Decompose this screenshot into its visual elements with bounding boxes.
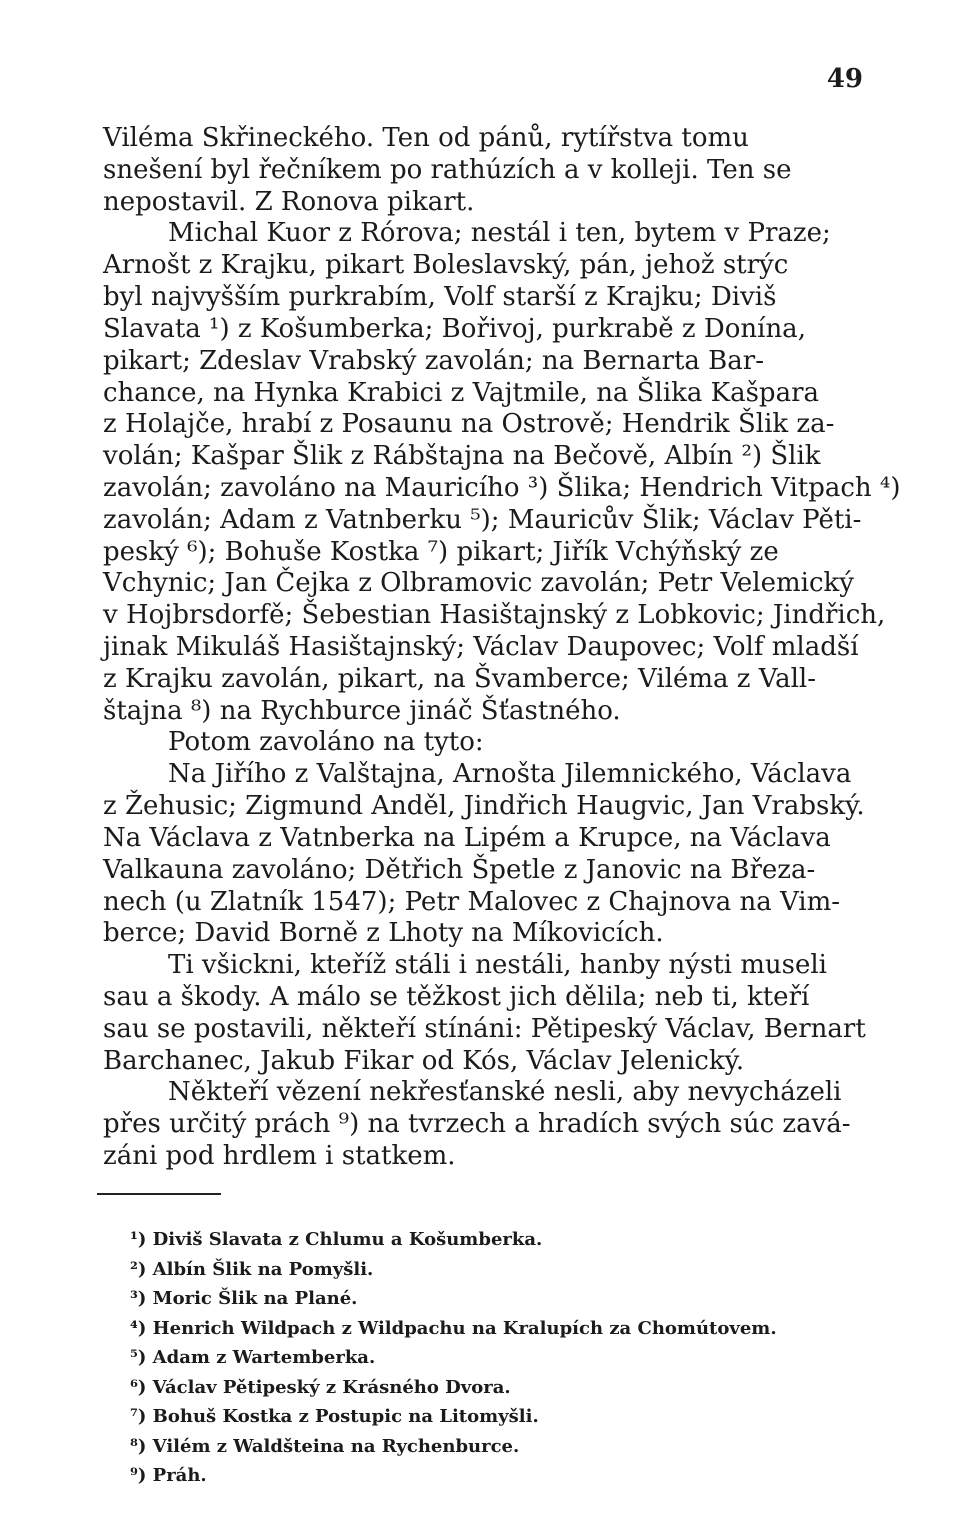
footnote: ⁶) Václav Pětipeský z Krásného Dvora. <box>130 1377 511 1398</box>
text-line: pikart; Zdeslav Vrabský zavolán; na Bernarta Bar- <box>103 346 764 376</box>
footnote: ¹) Diviš Slavata z Chlumu a Košumberka. <box>130 1229 543 1250</box>
text-line: z Žehusic; Zigmund Anděl, Jindřich Haugvic, Jan Vrabský. <box>103 791 865 821</box>
text-line: byl najvyšším purkrabím, Volf starší z Krajku; Diviš <box>103 282 777 312</box>
text-line: berce; David Borně z Lhoty na Míkovicích. <box>103 918 664 948</box>
text-line: nech (u Zlatník 1547); Petr Malovec z Chajnova na Vim- <box>103 887 841 917</box>
text-line: chance, na Hynka Krabici z Vajtmile, na Šlika Kašpara <box>103 378 820 408</box>
text-line: zavolán; Adam z Vatnberku ⁵); Mauricův Šlik; Václav Pěti- <box>103 505 862 535</box>
text-line: přes určitý prách ⁹) na tvrzech a hradích svých súc zavá- <box>103 1109 851 1139</box>
paragraph-start-line: Na Jiřího z Valštajna, Arnošta Jilemnického, Václava <box>168 759 852 789</box>
text-line: záni pod hrdlem i statkem. <box>103 1141 456 1171</box>
text-line: Na Václava z Vatnberka na Lipém a Krupce, na Václava <box>103 823 831 853</box>
text-line: snešení byl řečníkem po rathúzích a v kolleji. Ten se <box>103 155 792 185</box>
footnote: ³) Moric Šlik na Plané. <box>130 1288 358 1309</box>
paragraph-start-line: Někteří vězení nekřesťanské nesli, aby nevycházeli <box>168 1077 842 1107</box>
text-line: volán; Kašpar Šlik z Rábštajna na Bečově, Albín ²) Šlik <box>103 441 821 471</box>
footnote: ⁸) Vilém z Waldšteina na Rychenburce. <box>130 1436 520 1457</box>
text-line: Barchanec, Jakub Fikar od Kós, Václav Jelenický. <box>103 1046 745 1076</box>
footnote-separator <box>97 1193 221 1195</box>
paragraph-start-line: Ti všickni, kteříž stáli i nestáli, hanby nýsti museli <box>168 950 827 980</box>
footnote: ⁴) Henrich Wildpach z Wildpachu na Kralupích za Chomútovem. <box>130 1318 777 1339</box>
text-line: Valkauna zavoláno; Dětřich Špetle z Janovic na Březa- <box>103 855 816 885</box>
text-line: štajna ⁸) na Rychburce jináč Šťastného. <box>103 696 621 726</box>
text-line: z Krajku zavolán, pikart, na Švamberce; Viléma z Vall- <box>103 664 817 694</box>
text-line: jinak Mikuláš Hasištajnský; Václav Daupovec; Volf mladší <box>103 632 859 662</box>
text-line: zavolán; zavoláno na Mauricího ³) Šlika; Hendrich Vitpach ⁴) <box>103 473 901 503</box>
text-line: sau se postavili, někteří stínáni: Pětipeský Václav, Bernart <box>103 1014 866 1044</box>
paragraph-start-line: Michal Kuor z Rórova; nestál i ten, bytem v Praze; <box>168 218 831 248</box>
footnote: ²) Albín Šlik na Pomyšli. <box>130 1259 374 1280</box>
text-line: v Hojbrsdorfě; Šebestian Hasištajnský z Lobkovic; Jindřich, <box>103 600 886 630</box>
text-line: peský ⁶); Bohuše Kostka ⁷) pikart; Jiřík Vchýňský ze <box>103 537 779 567</box>
text-line: nepostavil. Z Ronova pikart. <box>103 187 475 217</box>
text-line: Vchynic; Jan Čejka z Olbramovic zavolán; Petr Velemický <box>103 568 854 598</box>
footnote: ⁹) Práh. <box>130 1465 207 1486</box>
text-line: sau a škody. A málo se těžkost jich dělila; neb ti, kteří <box>103 982 810 1012</box>
footnote: ⁵) Adam z Wartemberka. <box>130 1347 376 1368</box>
footnote: ⁷) Bohuš Kostka z Postupic na Litomyšli. <box>130 1406 539 1427</box>
text-line: Arnošt z Krajku, pikart Boleslavský, pán, jehož strýc <box>103 250 789 280</box>
paragraph-start-line: Potom zavoláno na tyto: <box>168 727 484 757</box>
text-line: Slavata ¹) z Košumberka; Bořivoj, purkrabě z Donína, <box>103 314 806 344</box>
text-line: Viléma Skřineckého. Ten od pánů, rytířstva tomu <box>103 123 749 153</box>
text-line: z Holajče, hrabí z Posaunu na Ostrově; Hendrik Šlik za- <box>103 409 835 439</box>
page-number: 49 <box>826 64 863 94</box>
